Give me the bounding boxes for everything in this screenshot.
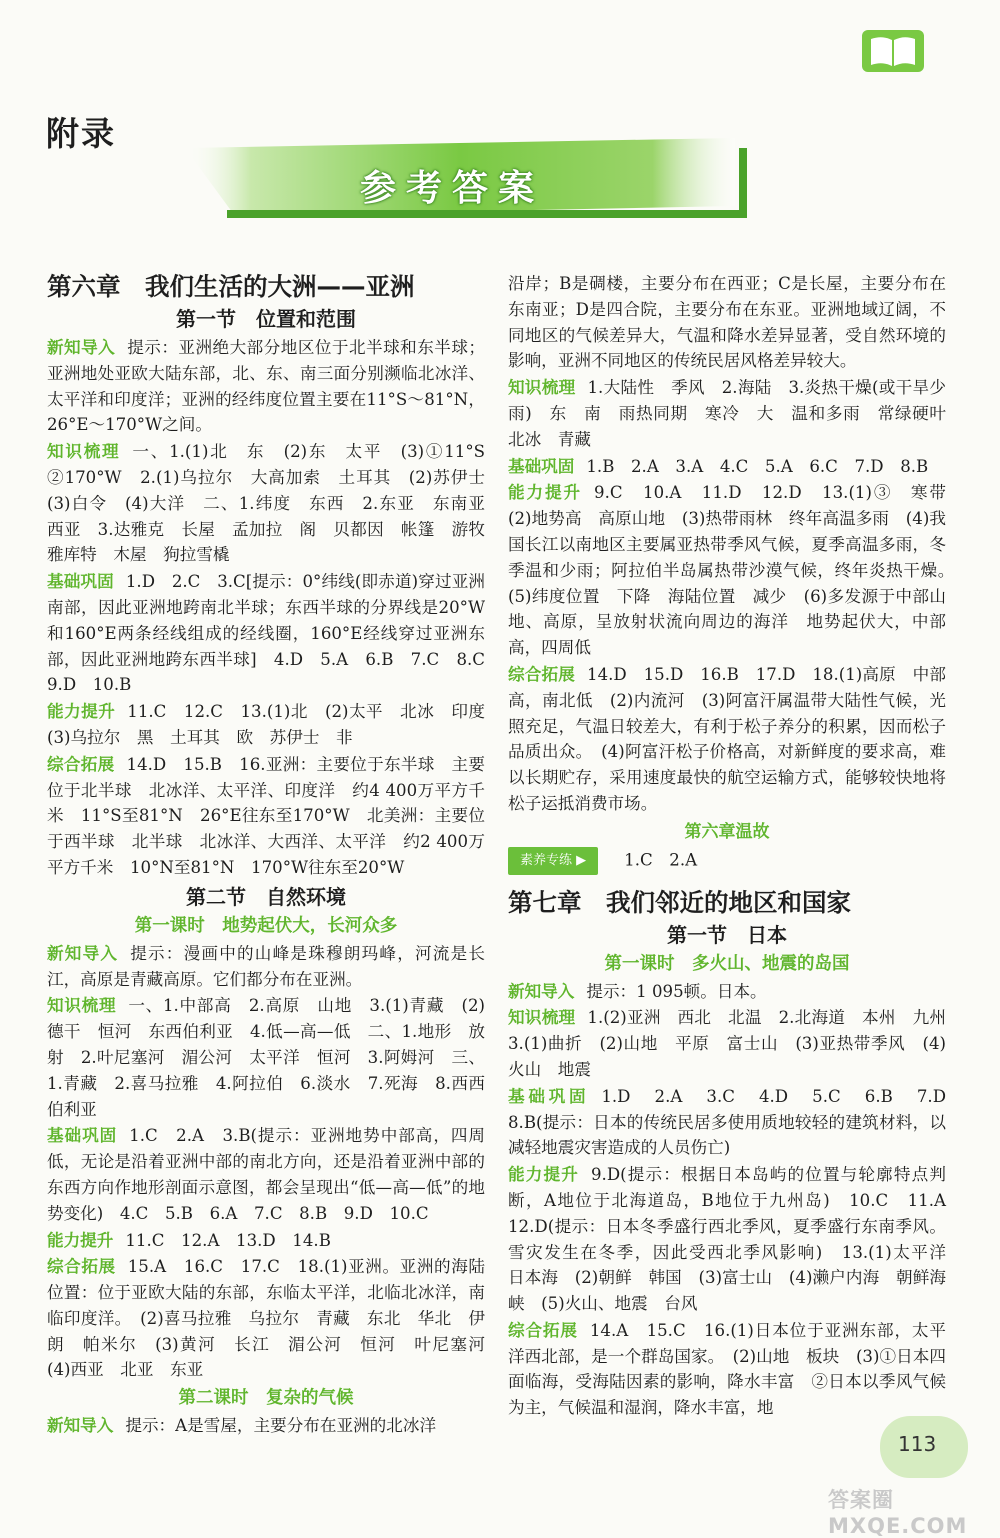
answer-entry: 能力提升 9.D(提示：根据日本岛屿的位置与轮廓特点判断，A地位于北海道岛，B地位于九州岛) 10.C 11.A 12.D(提示：日本冬季盛行西北季风，夏季盛行东南季风。雪灾发生在冬季，因此受西北季风影响) 13.(1)太平洋 日本海 (2)朝鲜 韩国 (3)富士山 (4)濑户内海 朝鲜海峡 (5)火山、地震 台风 xyxy=(508,1165,963,1314)
chapter-7-lesson-1-title: 第一课时 多火山、地震的岛国 xyxy=(604,953,850,974)
answer-entry: 基础巩固 1.D 2.A 3.C 4.D 5.C 6.B 7.D 8.B(提示：日本的传统民居多使用质地较轻的建筑材料，以减轻地震灾害造成的人员伤亡) xyxy=(508,1086,963,1158)
answer-entry: 综合拓展 14.D 15.D 16.B 17.D 18.(1)高原 中部高，南北低 (2)内流河 (3)阿富汗属温带大陆性气候，光照充足，气温日较差大，有利于松子养分的积累，因而松子品质出众。 (4)阿富汗松子价格高，对新鲜度的要求高，难以长期贮存，采用速度最快的航空运输方式，能够较快地将松子运抵消费市场。 xyxy=(508,664,946,813)
chapter-7-section-1-title: 第一节 日本 xyxy=(667,922,787,947)
answer-entry: 知识梳理 一、1.中部高 2.高原 山地 3.(1)青藏 (2)德干 恒河 东西伯利亚 4.低—高—低 二、1.地形 放射 2.叶尼塞河 湄公河 太平洋 恒河 3.阿姆河 三、1.青藏 2.喜马拉雅 4.阿拉伯 6.淡水 7.死海 8.西西伯利亚 xyxy=(47,996,485,1119)
answer-entry: 能力提升 9.C 10.A 11.D 12.D 13.(1)③ 寒带 (2)地势高 高原山地 (3)热带雨林 终年高温多雨 (4)我国长江以南地区主要属亚热带季风气候，夏季高温多雨，冬季温和少雨；阿拉伯半岛属热带沙漠气候，终年炎热干燥。 (5)纬度位置 下降 海陆位置 减少 (6)多发源于中部山地、高原，呈放射状流向周边的海洋 地势起伏大，中部高，四周低 xyxy=(508,483,963,658)
chapter-6-title: 第六章 我们生活的大洲——亚洲 xyxy=(47,272,415,301)
section-1-entries xyxy=(47,335,502,881)
answer-entry: 综合拓展 14.D 15.B 16.亚洲：主要位于东半球 主要位于北半球 北冰洋、太平洋、印度洋 约4 400万平方千米 11°S至81°N 26°E往东至170°W 北美洲：主要位于西半球 北半球 北冰洋、大西洋、太平洋 约2 400万平方千米 10°N至81°N 170°W往东至20°W xyxy=(47,754,485,877)
answer-entry: 新知导入 提示：1 095顿。日本。 xyxy=(508,981,767,1001)
answer-entry: 能力提升 11.C 12.C 13.(1)北 (2)太平 北冰 印度 (3)乌拉尔 黑 土耳其 欧 苏伊士 非 xyxy=(47,702,502,747)
review-badge: 素养专练 ▶ xyxy=(508,847,598,875)
chapter-7-title: 第七章 我们邻近的地区和国家 xyxy=(508,887,851,917)
right-column xyxy=(508,270,963,1422)
left-column xyxy=(47,270,502,1440)
page-number-badge xyxy=(880,1416,968,1478)
lesson-1-title: 第一课时 地势起伏大，长河众多 xyxy=(134,915,398,936)
answer-entry: 综合拓展 14.A 15.C 16.(1)日本位于亚洲东部，太平洋西北部，是一个群岛国家。 (2)山地 板块 (3)①日本四面临海，受海陆因素的影响，降水丰富 ②日本以季风气候为主，气候温和湿润，降水丰富，地 xyxy=(508,1320,946,1418)
answer-entry: 知识梳理 1.(2)亚洲 西北 北温 2.北海道 本州 九州 3.(1)曲折 (2)山地 平原 富士山 (3)亚热带季风 (4)火山 地震 xyxy=(508,1008,963,1079)
watermark: 答案圈 MXQE.COM xyxy=(828,1488,968,1538)
section-2-entries xyxy=(47,941,502,1384)
answer-entry: 能力提升 11.C 12.A 13.D 14.B xyxy=(47,1230,331,1250)
review-entry: 素养专练 ▶ 1.C 2.A xyxy=(508,847,946,875)
answer-entry: 基础巩固 1.C 2.A 3.B(提示：亚洲地势中部高，四周低，无论是沿着亚洲中部的南北方向，还是沿着亚洲中部的东西方向作地形剖面示意图，都会呈现出“低—高—低”的地势变化) 4.C 5.B 6.A 7.C 8.B 9.D 10.C xyxy=(47,1126,486,1223)
answer-entry: 知识梳理 一、1.(1)北 东 (2)东 太平 (3)①11°S ②170°W 2.(1)乌拉尔 大高加索 土耳其 (2)苏伊士 (3)白令 (4)大洋 二、1.纬度 东西 2.东亚 东南亚 西亚 3.达雅克 长屋 孟加拉 阁 贝都因 帐篷 游牧 雅库特 木屋 狗拉雪橇 xyxy=(47,442,502,565)
section-2-title: 第二节 自然环境 xyxy=(186,884,346,909)
answer-entry: 基础巩固 1.B 2.A 3.A 4.C 5.A 6.C 7.D 8.B xyxy=(508,456,929,476)
appendix-label: 附录 xyxy=(46,114,116,153)
answer-entry: 新知导入 提示：亚洲绝大部分地区位于北半球和东半球；亚洲地处亚欧大陆东部，北、东、南三面分别濒临北冰洋、太平洋和印度洋；亚洲的经纬度位置主要在11°S～81°N，26°E～170°W之间。 xyxy=(47,338,485,435)
continued-text: 沿岸；B是碉楼，主要分布在西亚；C是长屋，主要分布在东南亚；D是四合院，主要分布在东亚。亚洲地域辽阔，不同地区的气候差异大，气温和降水差异显著，受自然环境的影响，亚洲不同地区的传统民居风格差异较大。 xyxy=(508,274,946,371)
section-1-title: 第一节 位置和范围 xyxy=(176,307,356,331)
answer-entry: 基础巩固 1.D 2.C 3.C[提示：0°纬线(即赤道)穿过亚洲南部，因此亚洲地跨南北半球；东西半球的分界线是20°W和160°E两条经线组成的经线圈，160°E经线穿过亚洲东部，因此亚洲地跨东西半球] 4.D 5.A 6.B 7.C 8.C 9.D 10.B xyxy=(47,572,502,695)
chapter-6-review-title: 第六章温故 xyxy=(684,821,770,842)
lesson-2-title: 第二课时 复杂的气候 xyxy=(178,1388,354,1409)
answer-entry: 知识梳理 1.大陆性 季风 2.海陆 3.炎热干燥(或干旱少雨) 东 南 雨热同期 寒冷 大 温和多雨 常绿硬叶 北冰 青藏 xyxy=(508,378,963,449)
answer-entry: 综合拓展 15.A 16.C 17.C 18.(1)亚洲。亚洲的海陆位置：位于亚欧大陆的东部，东临太平洋，北临北冰洋，南临印度洋。 (2)喜马拉雅 乌拉尔 青藏 东北 华北 伊朗 帕米尔 (3)黄河 长江 湄公河 恒河 叶尼塞河 (4)西亚 北亚 东亚 xyxy=(47,1257,502,1380)
answer-entry: 新知导入 提示：A是雪屋，主要分布在亚洲的北冰洋 xyxy=(47,1416,437,1436)
banner-title: 参考答案 xyxy=(359,168,544,209)
answer-entry: 新知导入 提示：漫画中的山峰是珠穆朗玛峰，河流是长江，高原是青藏高原。它们都分布在亚洲。 xyxy=(47,943,486,989)
page-number: 113 xyxy=(898,1432,937,1456)
book-icon xyxy=(862,30,924,72)
